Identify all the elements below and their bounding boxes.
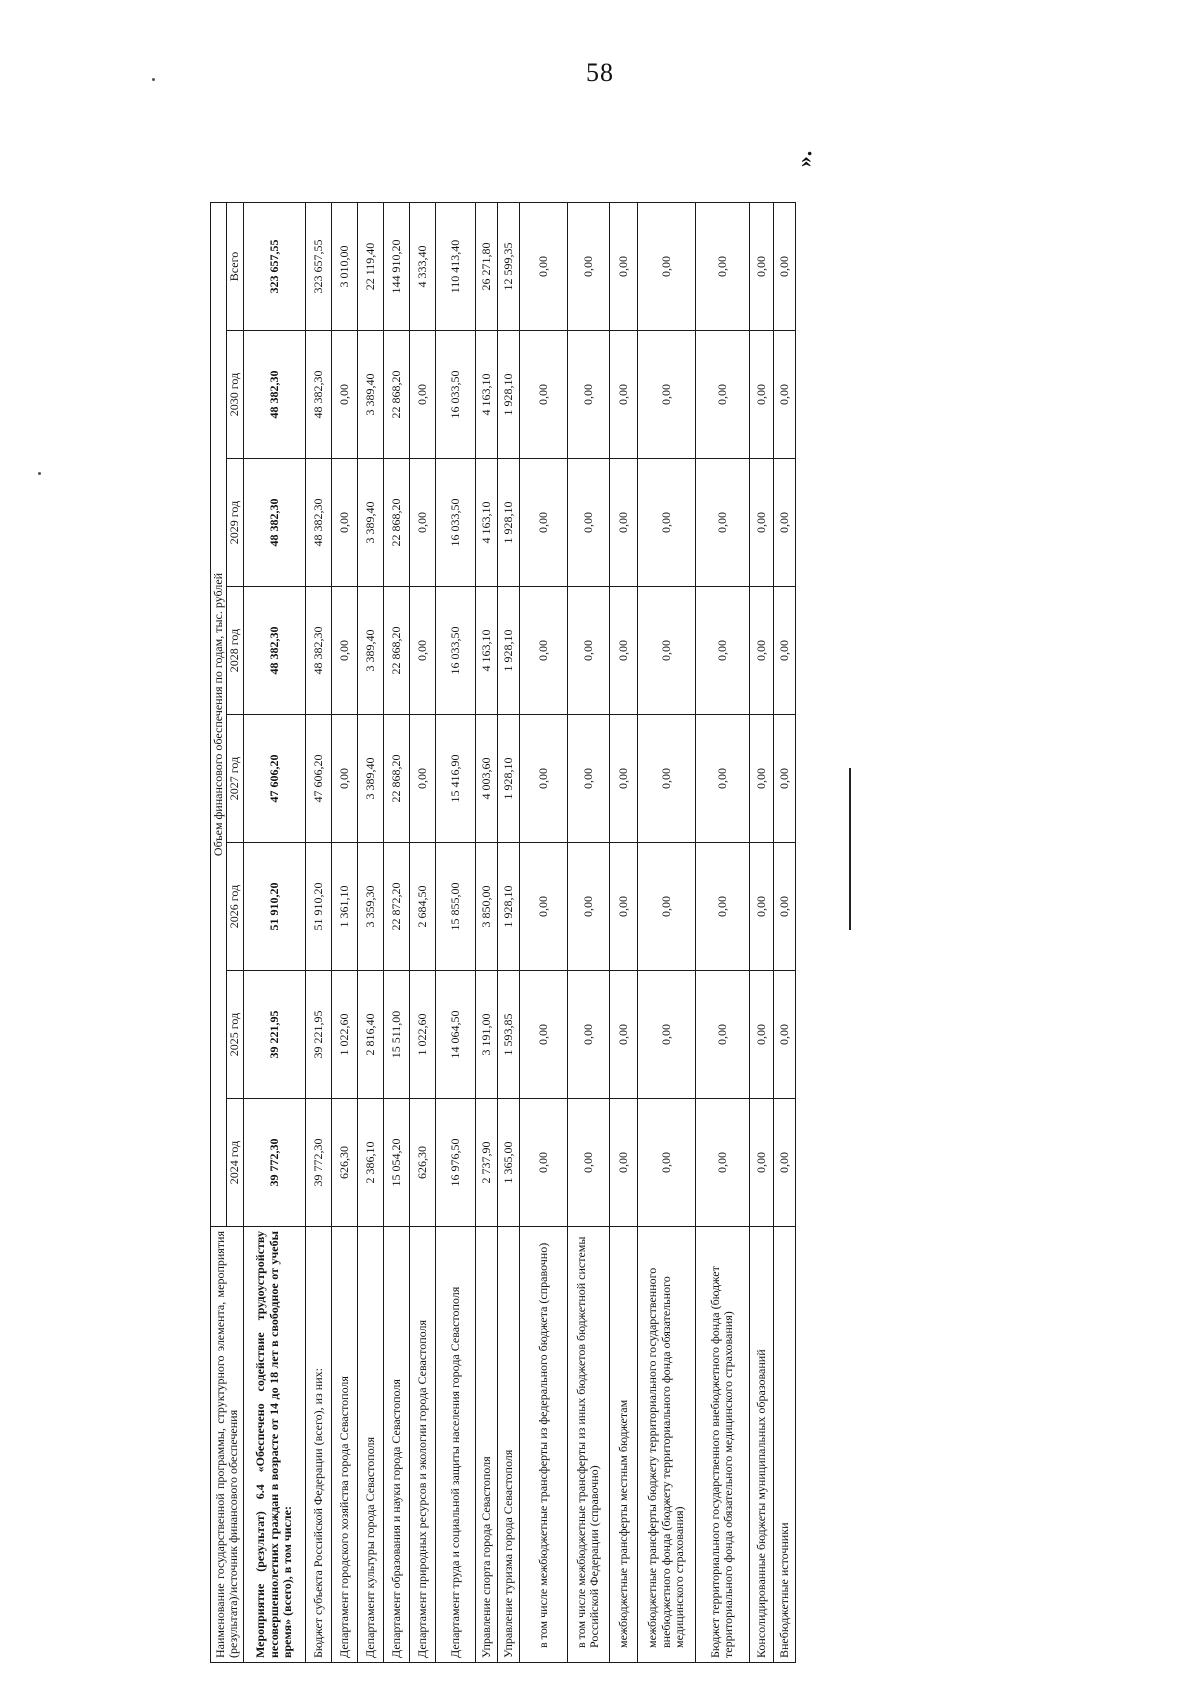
header-year: 2026 год xyxy=(227,843,243,971)
cell-value: 0,00 xyxy=(519,331,567,459)
cell-value: 15 416,90 xyxy=(435,715,475,843)
cell-value: 2 386,10 xyxy=(357,1099,383,1227)
cell-value: 22 868,20 xyxy=(383,587,409,715)
cell-value: 0,00 xyxy=(331,587,357,715)
cell-value: 3 359,30 xyxy=(357,843,383,971)
table-row xyxy=(749,202,773,1662)
cell-value: 39 221,95 xyxy=(243,971,305,1099)
table-row xyxy=(519,202,567,1662)
cell-total: 0,00 xyxy=(519,202,567,330)
row-name: Управление туризма города Севастополя xyxy=(497,1227,519,1663)
cell-value: 0,00 xyxy=(695,1099,749,1227)
cell-value: 0,00 xyxy=(637,971,695,1099)
row-name: в том числе межбюджетные трансферты из федерального бюджета (справочно) xyxy=(519,1227,567,1663)
cell-value: 0,00 xyxy=(695,715,749,843)
cell-value: 48 382,30 xyxy=(243,587,305,715)
table-row xyxy=(475,202,497,1662)
scan-speck xyxy=(38,472,41,475)
cell-value: 0,00 xyxy=(567,459,609,587)
header-year: 2029 год xyxy=(227,459,243,587)
cell-value: 2 737,90 xyxy=(475,1099,497,1227)
cell-value: 48 382,30 xyxy=(243,459,305,587)
cell-value: 0,00 xyxy=(695,971,749,1099)
cell-value: 3 389,40 xyxy=(357,715,383,843)
cell-total: 0,00 xyxy=(637,202,695,330)
cell-value: 0,00 xyxy=(773,843,795,971)
row-name: Департамент природных ресурсов и экологии города Севастополя xyxy=(409,1227,435,1663)
cell-value: 2 816,40 xyxy=(357,971,383,1099)
row-name: Департамент городского хозяйства города Севастополя xyxy=(331,1227,357,1663)
cell-total: 144 910,20 xyxy=(383,202,409,330)
cell-value: 1 593,85 xyxy=(497,971,519,1099)
header-financing-group: Объем финансового обеспечения по годам, тыс. рублей xyxy=(211,202,227,1226)
cell-value: 15 054,20 xyxy=(383,1099,409,1227)
cell-value: 47 606,20 xyxy=(305,715,331,843)
financing-table xyxy=(210,202,796,1663)
cell-total: 22 119,40 xyxy=(357,202,383,330)
scan-speck xyxy=(152,78,155,81)
cell-value: 0,00 xyxy=(567,587,609,715)
cell-value: 0,00 xyxy=(695,843,749,971)
cell-value: 48 382,30 xyxy=(305,587,331,715)
cell-value: 16 033,50 xyxy=(435,587,475,715)
row-name: Бюджет субъекта Российской Федерации (всего), из них: xyxy=(305,1227,331,1663)
cell-total: 3 010,00 xyxy=(331,202,357,330)
row-name: Департамент образования и науки города Севастополя xyxy=(383,1227,409,1663)
cell-total: 0,00 xyxy=(773,202,795,330)
table-row xyxy=(567,202,609,1662)
cell-total: 0,00 xyxy=(609,202,637,330)
cell-value: 0,00 xyxy=(749,715,773,843)
cell-value: 0,00 xyxy=(519,587,567,715)
cell-value: 0,00 xyxy=(331,331,357,459)
cell-value: 0,00 xyxy=(695,331,749,459)
row-name: в том числе межбюджетные трансферты из иных бюджетов бюджетной системы Российской Федерации (справочно) xyxy=(567,1227,609,1663)
row-name: межбюджетные трансферты бюджету территориального государственного внебюджетного фонда (бюджету территориального фонда обязательного медицинского страхования) xyxy=(637,1227,695,1663)
cell-value: 0,00 xyxy=(749,459,773,587)
cell-value: 4 163,10 xyxy=(475,459,497,587)
cell-value: 0,00 xyxy=(409,715,435,843)
cell-value: 4 163,10 xyxy=(475,331,497,459)
cell-value: 0,00 xyxy=(773,715,795,843)
row-name: Консолидированные бюджеты муниципальных образований xyxy=(749,1227,773,1663)
cell-value: 0,00 xyxy=(637,331,695,459)
cell-value: 0,00 xyxy=(519,715,567,843)
cell-total: 323 657,55 xyxy=(305,202,331,330)
cell-value: 0,00 xyxy=(519,971,567,1099)
cell-total: 12 599,35 xyxy=(497,202,519,330)
cell-value: 0,00 xyxy=(609,459,637,587)
cell-value: 15 855,00 xyxy=(435,843,475,971)
cell-value: 0,00 xyxy=(609,971,637,1099)
cell-value: 51 910,20 xyxy=(305,843,331,971)
cell-value: 1 928,10 xyxy=(497,715,519,843)
cell-value: 0,00 xyxy=(749,587,773,715)
signature-rule xyxy=(849,768,851,930)
cell-total: 4 333,40 xyxy=(409,202,435,330)
cell-value: 0,00 xyxy=(695,459,749,587)
cell-value: 0,00 xyxy=(749,843,773,971)
cell-value: 0,00 xyxy=(409,459,435,587)
row-name: Внебюджетные источники xyxy=(773,1227,795,1663)
cell-value: 0,00 xyxy=(409,587,435,715)
cell-value: 3 850,00 xyxy=(475,843,497,971)
cell-value: 0,00 xyxy=(567,843,609,971)
cell-value: 1 928,10 xyxy=(497,331,519,459)
cell-value: 4 163,10 xyxy=(475,587,497,715)
cell-value: 0,00 xyxy=(609,715,637,843)
table-row xyxy=(637,202,695,1662)
row-name: Департамент труда и социальной защиты населения города Севастополя xyxy=(435,1227,475,1663)
header-year: 2030 год xyxy=(227,331,243,459)
cell-value: 1 361,10 xyxy=(331,843,357,971)
header-year: 2025 год xyxy=(227,971,243,1099)
cell-value: 0,00 xyxy=(749,1099,773,1227)
cell-value: 0,00 xyxy=(331,715,357,843)
cell-value: 51 910,20 xyxy=(243,843,305,971)
table-row xyxy=(383,202,409,1662)
table-row xyxy=(305,202,331,1662)
cell-value: 0,00 xyxy=(409,331,435,459)
cell-value: 626,30 xyxy=(331,1099,357,1227)
cell-total: 26 271,80 xyxy=(475,202,497,330)
cell-value: 0,00 xyxy=(773,971,795,1099)
cell-total: 0,00 xyxy=(567,202,609,330)
header-name-column: Наименование государственной программы, структурного элемента, мероприятия (результата)/источник финансового обеспечения xyxy=(211,1227,244,1663)
table-row xyxy=(609,202,637,1662)
table-row xyxy=(497,202,519,1662)
cell-value: 15 511,00 xyxy=(383,971,409,1099)
cell-value: 22 868,20 xyxy=(383,331,409,459)
row-name: Бюджет территориального государственного внебюджетного фонда (бюджет территориального фонда обязательного медицинского страхования) xyxy=(695,1227,749,1663)
cell-value: 1 022,60 xyxy=(409,971,435,1099)
cell-value: 22 868,20 xyxy=(383,715,409,843)
cell-value: 0,00 xyxy=(567,971,609,1099)
cell-value: 48 382,30 xyxy=(305,459,331,587)
cell-value: 1 928,10 xyxy=(497,587,519,715)
cell-value: 0,00 xyxy=(519,459,567,587)
cell-value: 0,00 xyxy=(609,587,637,715)
cell-value: 16 033,50 xyxy=(435,331,475,459)
cell-value: 0,00 xyxy=(567,715,609,843)
row-name: Управление спорта города Севастополя xyxy=(475,1227,497,1663)
cell-value: 0,00 xyxy=(637,1099,695,1227)
cell-value: 0,00 xyxy=(609,843,637,971)
cell-total: 110 413,40 xyxy=(435,202,475,330)
cell-value: 47 606,20 xyxy=(243,715,305,843)
cell-total: 323 657,55 xyxy=(243,202,305,330)
cell-value: 4 003,60 xyxy=(475,715,497,843)
cell-value: 0,00 xyxy=(519,1099,567,1227)
cell-value: 3 191,00 xyxy=(475,971,497,1099)
cell-value: 0,00 xyxy=(331,459,357,587)
cell-value: 0,00 xyxy=(773,331,795,459)
cell-value: 0,00 xyxy=(637,843,695,971)
cell-value: 16 976,50 xyxy=(435,1099,475,1227)
cell-value: 3 389,40 xyxy=(357,459,383,587)
cell-value: 39 772,30 xyxy=(243,1099,305,1227)
table-row xyxy=(243,202,305,1662)
table-row xyxy=(773,202,795,1662)
page-number: 58 xyxy=(586,58,614,87)
header-row-group xyxy=(211,202,227,1662)
row-name: межбюджетные трансферты местным бюджетам xyxy=(609,1227,637,1663)
cell-value: 0,00 xyxy=(519,843,567,971)
header-year: 2028 год xyxy=(227,587,243,715)
cell-value: 0,00 xyxy=(609,331,637,459)
table-row xyxy=(331,202,357,1662)
header-total: Всего xyxy=(227,202,243,330)
cell-value: 0,00 xyxy=(567,1099,609,1227)
closing-quote-mark: ». xyxy=(791,150,817,168)
header-year: 2024 год xyxy=(227,1099,243,1227)
cell-value: 0,00 xyxy=(773,1099,795,1227)
rotated-table-wrapper xyxy=(210,203,808,1663)
cell-value: 0,00 xyxy=(695,587,749,715)
cell-value: 39 772,30 xyxy=(305,1099,331,1227)
cell-value: 0,00 xyxy=(773,587,795,715)
cell-value: 626,30 xyxy=(409,1099,435,1227)
row-name: Мероприятие (результат) 6.4 «Обеспечено содействие трудоустройству несовершеннолетних граждан в возрасте от 14 до 18 лет в свободное от учебы время» (всего), в том числе: xyxy=(243,1227,305,1663)
cell-value: 0,00 xyxy=(567,331,609,459)
table-row xyxy=(435,202,475,1662)
cell-value: 0,00 xyxy=(609,1099,637,1227)
cell-value: 0,00 xyxy=(637,587,695,715)
cell-value: 16 033,50 xyxy=(435,459,475,587)
cell-value: 1 928,10 xyxy=(497,459,519,587)
cell-value: 39 221,95 xyxy=(305,971,331,1099)
cell-value: 3 389,40 xyxy=(357,331,383,459)
cell-value: 14 064,50 xyxy=(435,971,475,1099)
cell-value: 22 868,20 xyxy=(383,459,409,587)
cell-value: 3 389,40 xyxy=(357,587,383,715)
cell-value: 22 872,20 xyxy=(383,843,409,971)
table-row xyxy=(409,202,435,1662)
cell-value: 0,00 xyxy=(637,715,695,843)
header-year: 2027 год xyxy=(227,715,243,843)
table-row xyxy=(695,202,749,1662)
cell-value: 1 928,10 xyxy=(497,843,519,971)
cell-total: 0,00 xyxy=(749,202,773,330)
cell-value: 48 382,30 xyxy=(305,331,331,459)
cell-value: 0,00 xyxy=(749,331,773,459)
cell-value: 0,00 xyxy=(637,459,695,587)
cell-value: 2 684,50 xyxy=(409,843,435,971)
row-name: Департамент культуры города Севастополя xyxy=(357,1227,383,1663)
cell-value: 0,00 xyxy=(773,459,795,587)
cell-total: 0,00 xyxy=(695,202,749,330)
cell-value: 1 365,00 xyxy=(497,1099,519,1227)
cell-value: 48 382,30 xyxy=(243,331,305,459)
cell-value: 0,00 xyxy=(749,971,773,1099)
cell-value: 1 022,60 xyxy=(331,971,357,1099)
table-row xyxy=(357,202,383,1662)
